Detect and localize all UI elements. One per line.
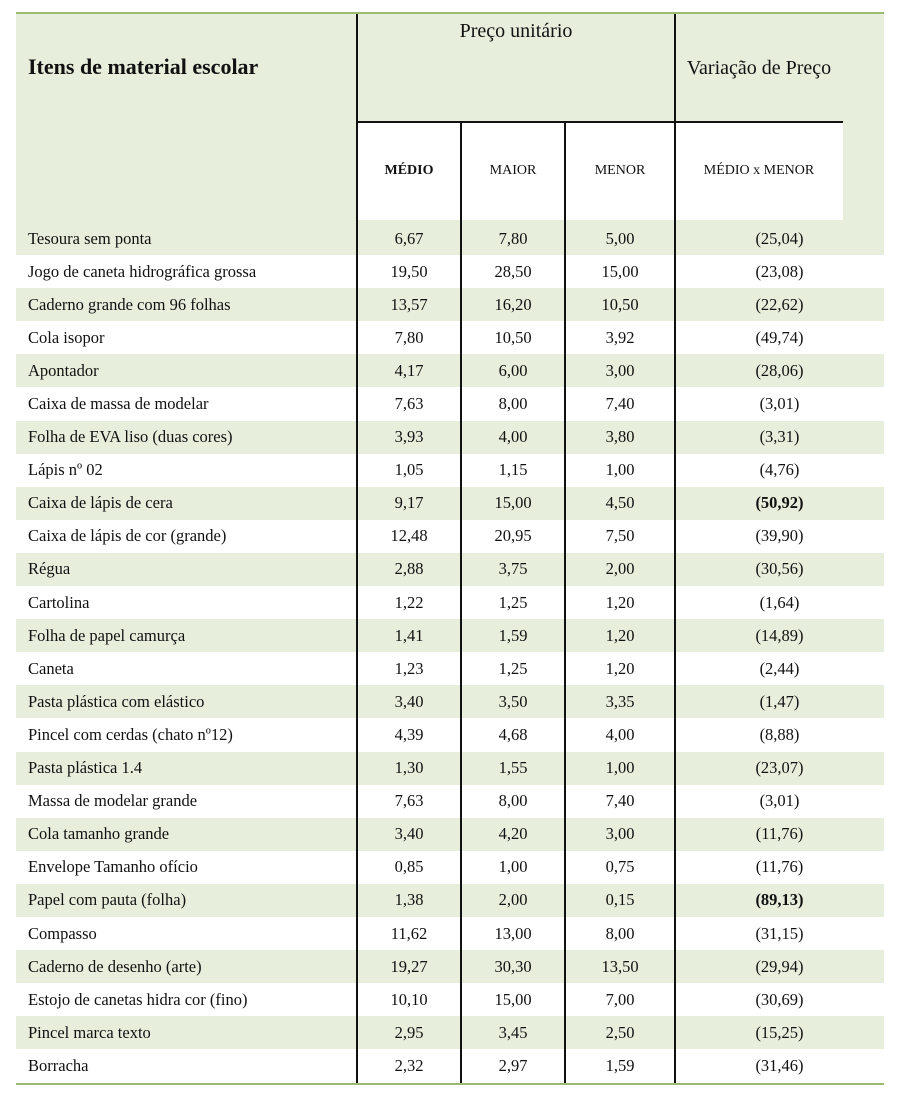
cell-medio: 4,39 <box>394 724 424 744</box>
cell-medio: 1,41 <box>394 625 424 645</box>
cell-item: Caixa de lápis de cor (grande) <box>28 526 227 546</box>
cell-medio: 3,93 <box>394 427 424 447</box>
cell-variation: (28,06) <box>755 360 804 380</box>
cell-maior: 20,95 <box>494 526 532 546</box>
cell-variation: (22,62) <box>755 294 804 314</box>
cell-maior: 30,30 <box>494 956 532 976</box>
cell-medio: 7,63 <box>394 394 424 414</box>
column-header-medio: MÉDIO <box>384 163 434 178</box>
cell-medio: 4,17 <box>394 360 424 380</box>
cell-menor: 2,50 <box>605 1022 635 1042</box>
cell-item: Régua <box>28 559 71 579</box>
cell-medio: 12,48 <box>390 526 428 546</box>
cell-item: Cola isopor <box>28 327 105 347</box>
table-row <box>16 652 884 685</box>
cell-medio: 1,22 <box>394 592 424 612</box>
column-divider <box>674 14 676 1084</box>
cell-medio: 11,62 <box>390 923 428 943</box>
cell-menor: 8,00 <box>605 923 635 943</box>
top-rule <box>16 12 884 14</box>
cell-medio: 7,80 <box>394 327 424 347</box>
table-body <box>16 222 884 1082</box>
cell-menor: 1,20 <box>605 592 635 612</box>
cell-menor: 7,40 <box>605 394 635 414</box>
cell-variation: (31,46) <box>755 1055 804 1075</box>
cell-menor: 3,00 <box>605 360 635 380</box>
cell-maior: 10,50 <box>494 327 532 347</box>
table-row <box>16 718 884 751</box>
cell-menor: 4,50 <box>605 493 635 513</box>
cell-item: Folha de papel camurça <box>28 625 186 645</box>
table-row <box>16 354 884 387</box>
table-row <box>16 586 884 619</box>
cell-menor: 3,35 <box>605 691 635 711</box>
cell-item: Borracha <box>28 1055 89 1075</box>
cell-variation: (30,56) <box>755 559 804 579</box>
cell-menor: 7,50 <box>605 526 635 546</box>
cell-medio: 19,27 <box>390 956 428 976</box>
table-row <box>16 487 884 520</box>
cell-maior: 2,97 <box>498 1055 528 1075</box>
table-row <box>16 983 884 1016</box>
cell-menor: 13,50 <box>601 956 639 976</box>
table-row <box>16 321 884 354</box>
cell-menor: 5,00 <box>605 228 635 248</box>
cell-maior: 3,75 <box>498 559 528 579</box>
cell-maior: 3,50 <box>498 691 528 711</box>
column-header-menor: MENOR <box>594 163 646 178</box>
cell-medio: 1,23 <box>394 658 424 678</box>
cell-menor: 4,00 <box>605 724 635 744</box>
column-header-medio-x-menor: MÉDIO x MENOR <box>703 163 815 178</box>
cell-menor: 15,00 <box>601 261 639 281</box>
cell-variation: (3,31) <box>759 427 800 447</box>
cell-menor: 1,00 <box>605 460 635 480</box>
cell-item: Caneta <box>28 658 74 678</box>
table-row <box>16 884 884 917</box>
cell-item: Pincel marca texto <box>28 1022 151 1042</box>
cell-menor: 7,40 <box>605 791 635 811</box>
cell-variation: (23,07) <box>755 758 804 778</box>
cell-item: Envelope Tamanho ofício <box>28 857 198 877</box>
table-row <box>16 685 884 718</box>
table-row <box>16 1049 884 1082</box>
cell-item: Pincel com cerdas (chato nº12) <box>28 724 233 744</box>
cell-item: Lápis nº 02 <box>28 460 103 480</box>
cell-item: Folha de EVA liso (duas cores) <box>28 427 233 447</box>
cell-item: Caixa de massa de modelar <box>28 394 209 414</box>
cell-variation: (1,47) <box>759 691 800 711</box>
cell-variation: (89,13) <box>755 890 804 910</box>
table-row <box>16 520 884 553</box>
cell-variation: (3,01) <box>759 394 800 414</box>
cell-medio: 3,40 <box>394 824 424 844</box>
table-row <box>16 917 884 950</box>
cell-variation: (25,04) <box>755 228 804 248</box>
header-divider <box>357 121 843 123</box>
cell-maior: 2,00 <box>498 890 528 910</box>
table-row <box>16 1016 884 1049</box>
cell-variation: (30,69) <box>755 989 804 1009</box>
table-row <box>16 950 884 983</box>
cell-variation: (23,08) <box>755 261 804 281</box>
table-row <box>16 255 884 288</box>
cell-medio: 2,95 <box>394 1022 424 1042</box>
cell-maior: 13,00 <box>494 923 532 943</box>
cell-variation: (1,64) <box>759 592 800 612</box>
cell-maior: 15,00 <box>494 989 532 1009</box>
cell-maior: 1,00 <box>498 857 528 877</box>
cell-maior: 4,20 <box>498 824 528 844</box>
cell-item: Pasta plástica 1.4 <box>28 758 143 778</box>
bottom-rule <box>16 1083 884 1085</box>
cell-medio: 1,05 <box>394 460 424 480</box>
cell-menor: 1,20 <box>605 625 635 645</box>
cell-maior: 3,45 <box>498 1022 528 1042</box>
cell-menor: 1,00 <box>605 758 635 778</box>
cell-medio: 3,40 <box>394 691 424 711</box>
table-row <box>16 785 884 818</box>
cell-menor: 1,59 <box>605 1055 635 1075</box>
cell-item: Cola tamanho grande <box>28 824 170 844</box>
table-row <box>16 387 884 420</box>
cell-menor: 2,00 <box>605 559 635 579</box>
cell-variation: (50,92) <box>755 493 804 513</box>
cell-maior: 7,80 <box>498 228 528 248</box>
cell-medio: 0,85 <box>394 857 424 877</box>
table-row <box>16 421 884 454</box>
cell-maior: 15,00 <box>494 493 532 513</box>
cell-medio: 2,32 <box>394 1055 424 1075</box>
cell-maior: 1,59 <box>498 625 528 645</box>
cell-maior: 1,15 <box>498 460 528 480</box>
cell-variation: (39,90) <box>755 526 804 546</box>
cell-medio: 13,57 <box>390 294 428 314</box>
table-row <box>16 454 884 487</box>
column-header-items: Itens de material escolar <box>28 54 259 79</box>
cell-variation: (14,89) <box>755 625 804 645</box>
cell-variation: (29,94) <box>755 956 804 976</box>
cell-maior: 8,00 <box>498 394 528 414</box>
cell-item: Massa de modelar grande <box>28 791 198 811</box>
cell-menor: 10,50 <box>601 294 639 314</box>
table-row <box>16 288 884 321</box>
cell-menor: 3,92 <box>605 327 635 347</box>
cell-menor: 7,00 <box>605 989 635 1009</box>
column-group-variation: Variação de Preço <box>686 57 832 79</box>
column-divider <box>356 14 358 1084</box>
cell-item: Papel com pauta (folha) <box>28 890 187 910</box>
cell-maior: 4,00 <box>498 427 528 447</box>
table-row <box>16 553 884 586</box>
cell-variation: (8,88) <box>759 724 800 744</box>
cell-maior: 1,25 <box>498 658 528 678</box>
cell-maior: 8,00 <box>498 791 528 811</box>
column-header-maior: MAIOR <box>489 163 537 178</box>
cell-menor: 1,20 <box>605 658 635 678</box>
cell-variation: (2,44) <box>759 658 800 678</box>
cell-menor: 0,15 <box>605 890 635 910</box>
cell-item: Jogo de caneta hidrográfica grossa <box>28 261 257 281</box>
cell-maior: 28,50 <box>494 261 532 281</box>
cell-variation: (31,15) <box>755 923 804 943</box>
column-group-unit-price: Preço unitário <box>459 20 573 42</box>
cell-variation: (11,76) <box>755 824 804 844</box>
cell-variation: (15,25) <box>755 1022 804 1042</box>
cell-medio: 1,30 <box>394 758 424 778</box>
cell-item: Caderno grande com 96 folhas <box>28 294 231 314</box>
cell-maior: 1,25 <box>498 592 528 612</box>
cell-maior: 1,55 <box>498 758 528 778</box>
cell-maior: 6,00 <box>498 360 528 380</box>
column-divider <box>460 122 462 1084</box>
cell-medio: 2,88 <box>394 559 424 579</box>
cell-medio: 7,63 <box>394 791 424 811</box>
table-row <box>16 818 884 851</box>
cell-item: Estojo de canetas hidra cor (fino) <box>28 989 248 1009</box>
cell-medio: 19,50 <box>390 261 428 281</box>
table-row <box>16 752 884 785</box>
cell-medio: 6,67 <box>394 228 424 248</box>
cell-variation: (4,76) <box>759 460 800 480</box>
cell-medio: 9,17 <box>394 493 424 513</box>
cell-maior: 16,20 <box>494 294 532 314</box>
cell-variation: (49,74) <box>755 327 804 347</box>
cell-medio: 1,38 <box>394 890 424 910</box>
cell-item: Apontador <box>28 360 99 380</box>
cell-menor: 3,00 <box>605 824 635 844</box>
cell-medio: 10,10 <box>390 989 428 1009</box>
table-row <box>16 619 884 652</box>
cell-maior: 4,68 <box>498 724 528 744</box>
cell-variation: (3,01) <box>759 791 800 811</box>
cell-item: Caixa de lápis de cera <box>28 493 173 513</box>
cell-variation: (11,76) <box>755 857 804 877</box>
cell-item: Pasta plástica com elástico <box>28 691 205 711</box>
cell-item: Cartolina <box>28 592 90 612</box>
cell-menor: 0,75 <box>605 857 635 877</box>
cell-item: Compasso <box>28 923 97 943</box>
cell-item: Tesoura sem ponta <box>28 228 152 248</box>
cell-item: Caderno de desenho (arte) <box>28 956 202 976</box>
cell-menor: 3,80 <box>605 427 635 447</box>
column-divider <box>564 122 566 1084</box>
table-row <box>16 222 884 255</box>
table-row <box>16 851 884 884</box>
